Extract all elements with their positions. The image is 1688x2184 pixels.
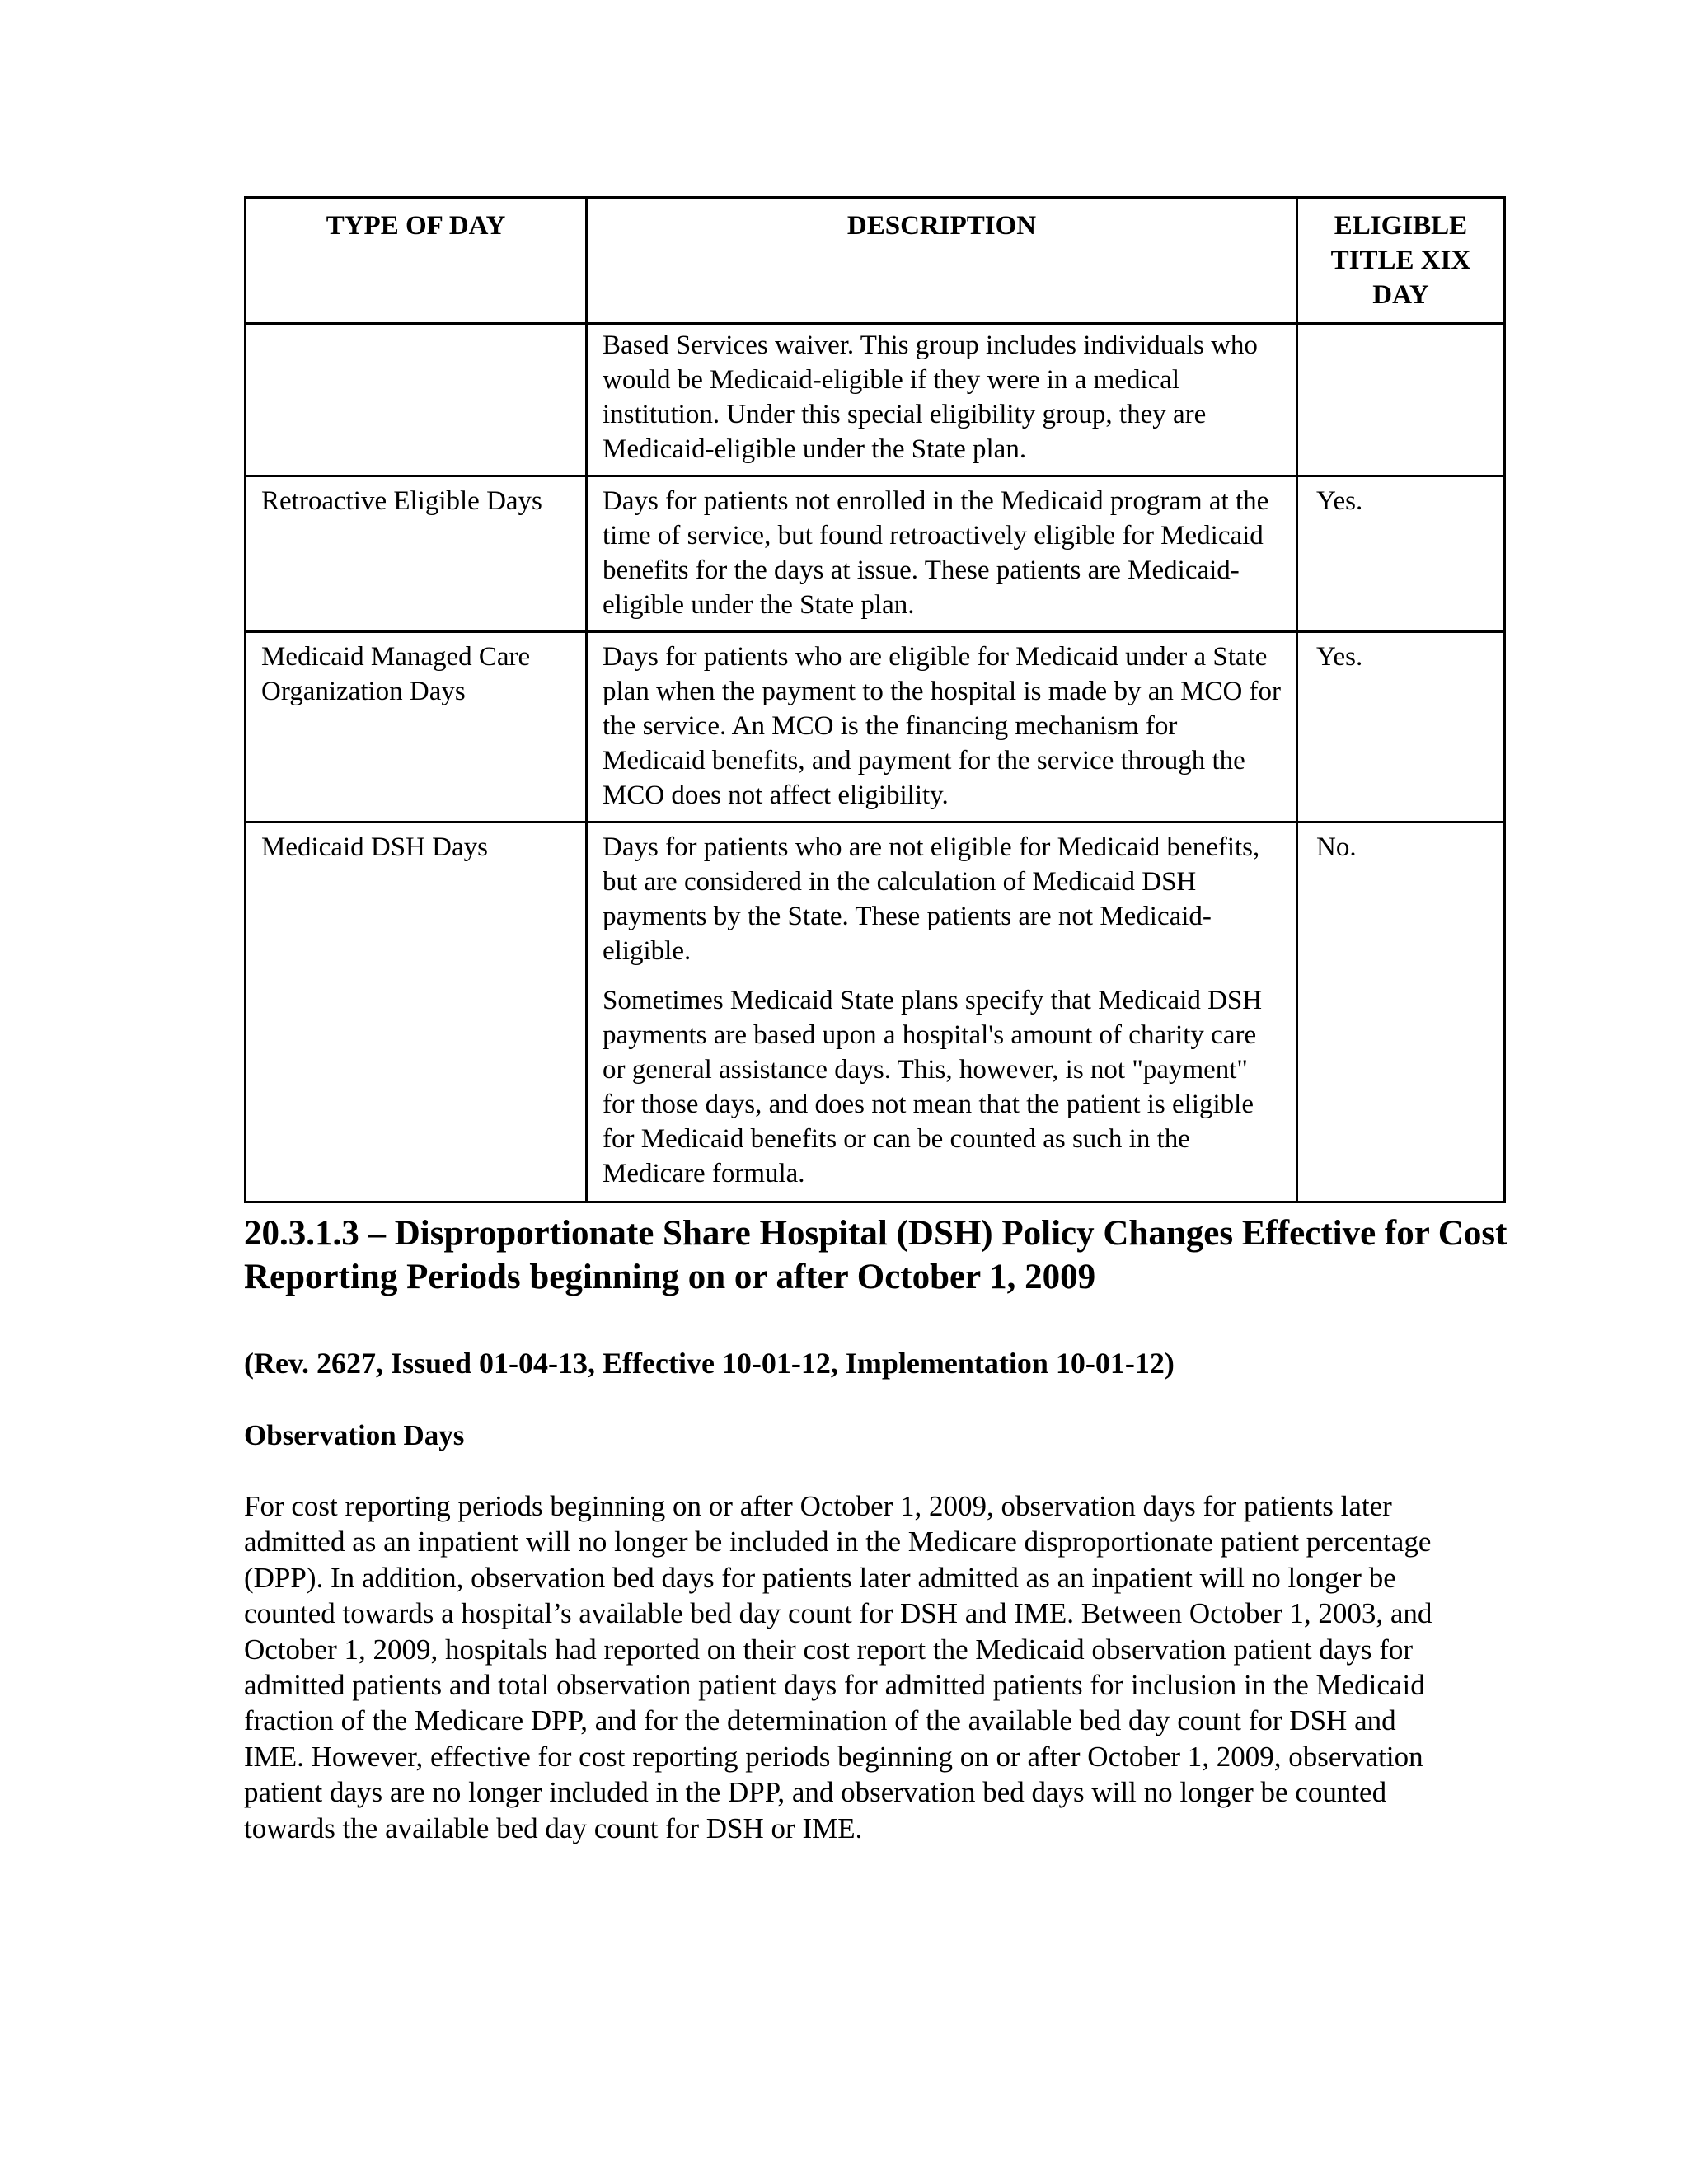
description-paragraph: Based Services waiver. This group includes individuals who would be Medicaid-eligible if they were in a medical institution. Under this special eligibility group, they are Medicaid-eligible under the State plan. bbox=[603, 330, 1258, 464]
cell-eligible: No. bbox=[1297, 823, 1505, 1202]
subsection-heading: Observation Days bbox=[244, 1419, 465, 1451]
table-row bbox=[246, 324, 1505, 476]
header-description: DESCRIPTION bbox=[587, 198, 1297, 324]
header-eligible-title-xix-day: ELIGIBLE TITLE XIX DAY bbox=[1297, 198, 1505, 324]
table-row bbox=[246, 823, 1505, 1202]
description-paragraph: Sometimes Medicaid State plans specify that Medicaid DSH payments are based upon a hospital's amount of charity care or general assistance days. This, however, is not "payment" for those days, and does not mean that the patient is eligible for Medicaid benefits or can be counted as such in the Medicare formula. bbox=[603, 986, 1263, 1188]
table-row bbox=[246, 632, 1505, 823]
cell-type: Medicaid DSH Days bbox=[246, 823, 587, 1202]
cell-eligible: Yes. bbox=[1297, 476, 1505, 632]
cell-type: Medicaid Managed Care Organization Days bbox=[246, 632, 587, 823]
cell-eligible bbox=[1297, 324, 1505, 476]
cell-description bbox=[587, 632, 1297, 823]
description-paragraph: Days for patients not enrolled in the Medicaid program at the time of service, but found retroactively eligible for Medicaid benefits for the days at issue. These patients are Medicaid-eligible under the State plan. bbox=[603, 486, 1269, 620]
table-header-row bbox=[246, 198, 1505, 324]
body-paragraph: For cost reporting periods beginning on or after October 1, 2009, observation days for patients later admitted as an inpatient will no longer be included in the Medicare disproportionate patient percentage (DPP). In addition, observation bed days for patients later admitted as an inpatient will no longer be counted towards a hospital’s available bed day count for DSH and IME. Between October 1, 2003, and October 1, 2009, hospitals had reported on their cost report the Medicaid observation patient days for admitted patients and total observation patient days for admitted patients for inclusion in the Medicaid fraction of the Medicare DPP, and for the determination of the available bed day count for DSH and IME. However, effective for cost reporting periods beginning on or after October 1, 2009, observation patient days are no longer included in the DPP, and observation bed days will no longer be counted towards the available bed day count for DSH or IME. bbox=[244, 1490, 1432, 1844]
table-row bbox=[246, 476, 1505, 632]
cell-description bbox=[587, 823, 1297, 1202]
description-paragraph: Days for patients who are not eligible for Medicaid benefits, but are considered in the calculation of Medicaid DSH payments by the State. These patients are not Medicaid-eligible. bbox=[603, 832, 1260, 966]
eligible-days-table bbox=[244, 196, 1506, 1203]
cell-type: Retroactive Eligible Days bbox=[246, 476, 587, 632]
revision-line: (Rev. 2627, Issued 01-04-13, Effective 10-01-12, Implementation 10-01-12) bbox=[244, 1347, 1175, 1380]
header-type-of-day: TYPE OF DAY bbox=[246, 198, 587, 324]
section-heading: 20.3.1.3 – Disproportionate Share Hospital (DSH) Policy Changes Effective for Cost Reporting Periods beginning on or after October 1, 2009 bbox=[244, 1214, 1507, 1296]
cell-eligible: Yes. bbox=[1297, 632, 1505, 823]
cell-description bbox=[587, 476, 1297, 632]
cell-description bbox=[587, 324, 1297, 476]
cell-type bbox=[246, 324, 587, 476]
description-paragraph: Days for patients who are eligible for Medicaid under a State plan when the payment to the hospital is made by an MCO for the service. An MCO is the financing mechanism for Medicaid benefits, and payment for the service through the MCO does not affect eligibility. bbox=[603, 642, 1282, 810]
